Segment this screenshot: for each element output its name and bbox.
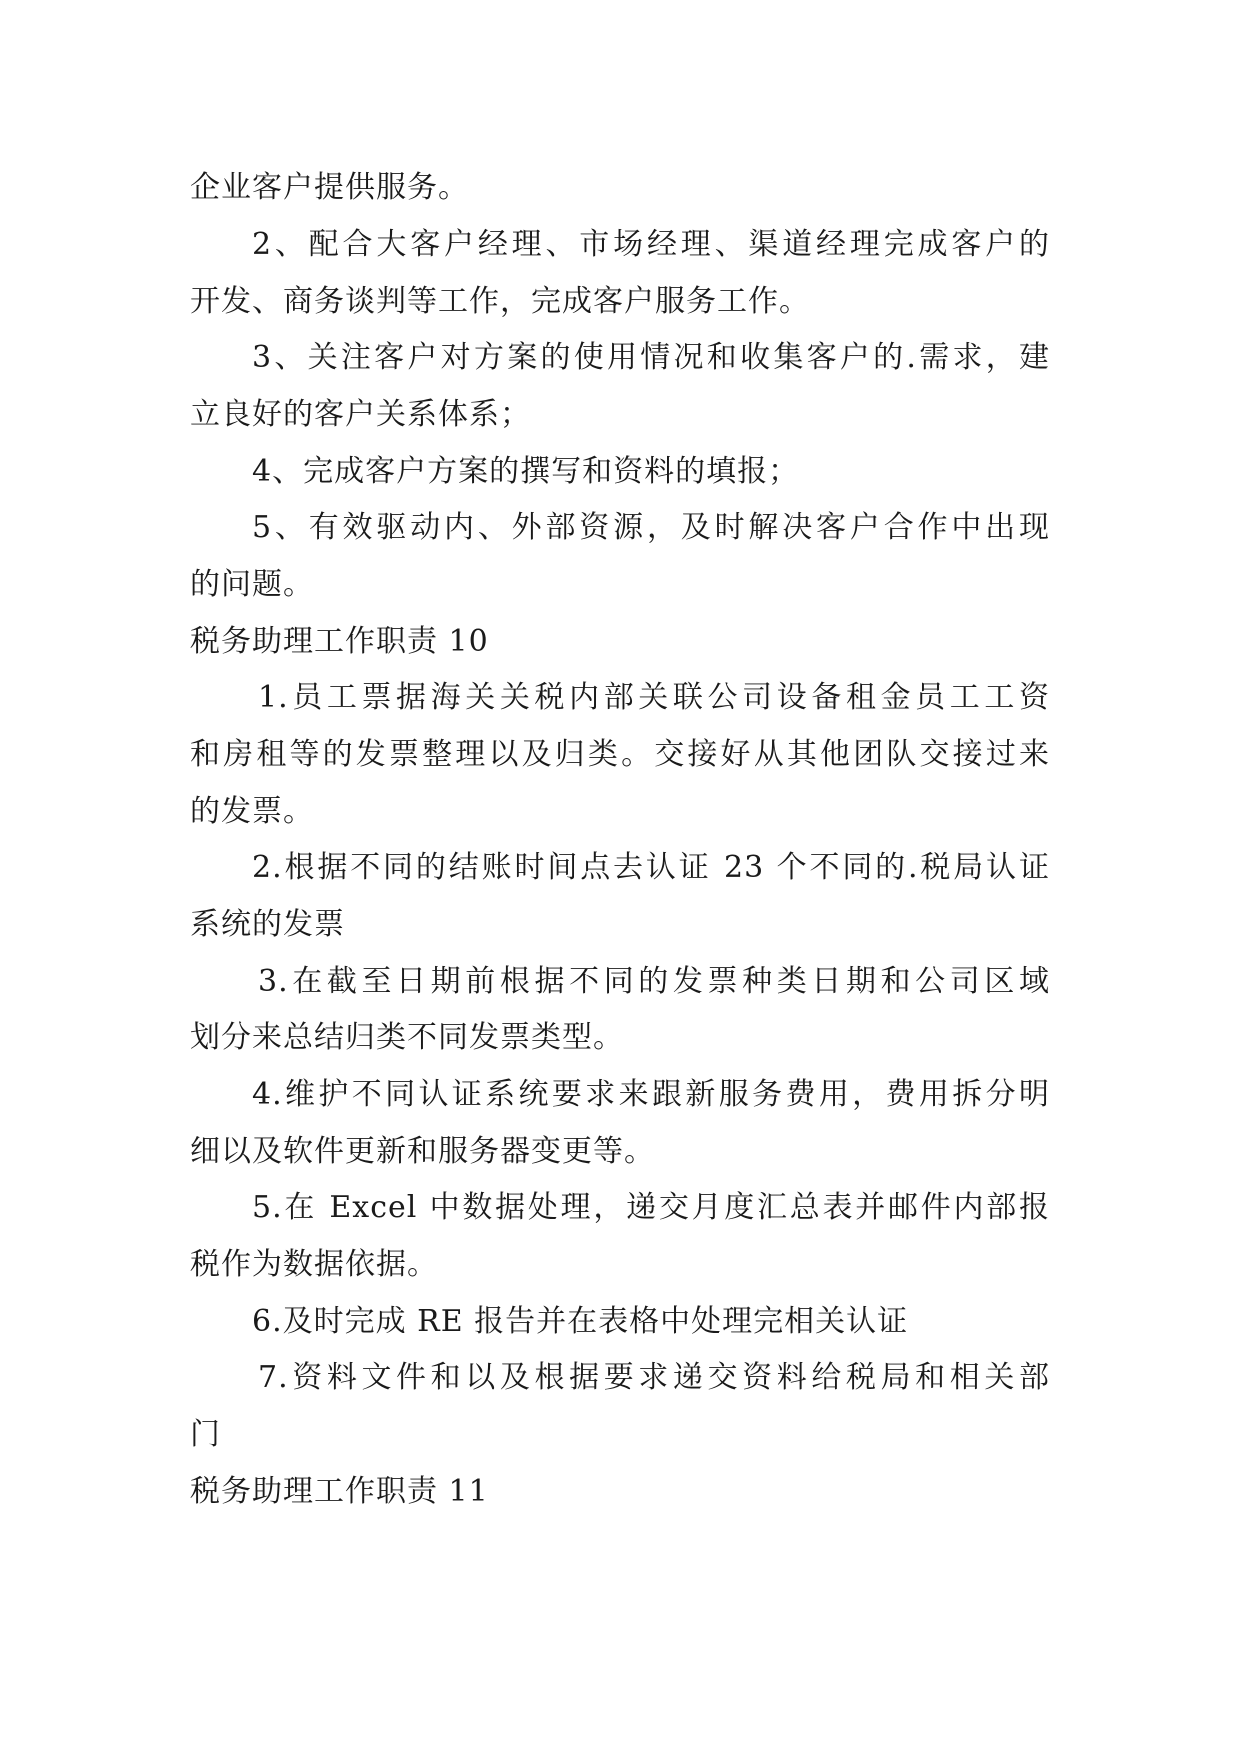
duty-4-line-1: 4.维护不同认证系统要求来跟新服务费用，费用拆分明 [252,1077,1050,1112]
list-item-2-line-1: 2、配合大客户经理、市场经理、渠道经理完成客户的 [252,227,1050,262]
duty-7-line-1: 7.资料文件和以及根据要求递交资料给税局和相关部 [258,1360,1050,1395]
duty-6: 6.及时完成 RE 报告并在表格中处理完相关认证 [252,1304,909,1339]
list-item-3-line-2: 立良好的客户关系体系； [190,397,531,432]
list-item-5-line-2: 的问题。 [190,567,314,602]
list-item-3-line-1: 3、关注客户对方案的使用情况和收集客户的.需求，建 [252,340,1050,375]
list-item-2-line-2: 开发、商务谈判等工作，完成客户服务工作。 [190,284,810,319]
duty-5-line-2: 税作为数据依据。 [190,1247,438,1282]
duty-4-line-2: 细以及软件更新和服务器变更等。 [190,1134,655,1169]
list-item-5-line-1: 5、有效驱动内、外部资源，及时解决客户合作中出现 [252,510,1050,545]
section-heading-11: 税务助理工作职责 11 [190,1474,489,1509]
duty-1-line-1: 1.员工票据海关关税内部关联公司设备租金员工工资 [258,680,1050,715]
duty-3-line-2: 划分来总结归类不同发票类型。 [190,1020,624,1055]
paragraph-continuation: 企业客户提供服务。 [190,170,469,205]
duty-5-line-1: 5.在 Excel 中数据处理，递交月度汇总表并邮件内部报 [252,1190,1050,1225]
duty-3-line-1: 3.在截至日期前根据不同的发票种类日期和公司区域 [258,964,1050,999]
duty-2-line-1: 2.根据不同的结账时间点去认证 23 个不同的.税局认证 [252,850,1050,885]
list-item-4: 4、完成客户方案的撰写和资料的填报； [252,454,800,489]
section-heading-10: 税务助理工作职责 10 [190,624,489,659]
duty-1-line-2: 和房租等的发票整理以及归类。交接好从其他团队交接过来 [190,737,1050,772]
duty-7-line-2: 门 [190,1417,221,1452]
duty-2-line-2: 系统的发票 [190,907,345,942]
duty-1-line-3: 的发票。 [190,794,314,829]
